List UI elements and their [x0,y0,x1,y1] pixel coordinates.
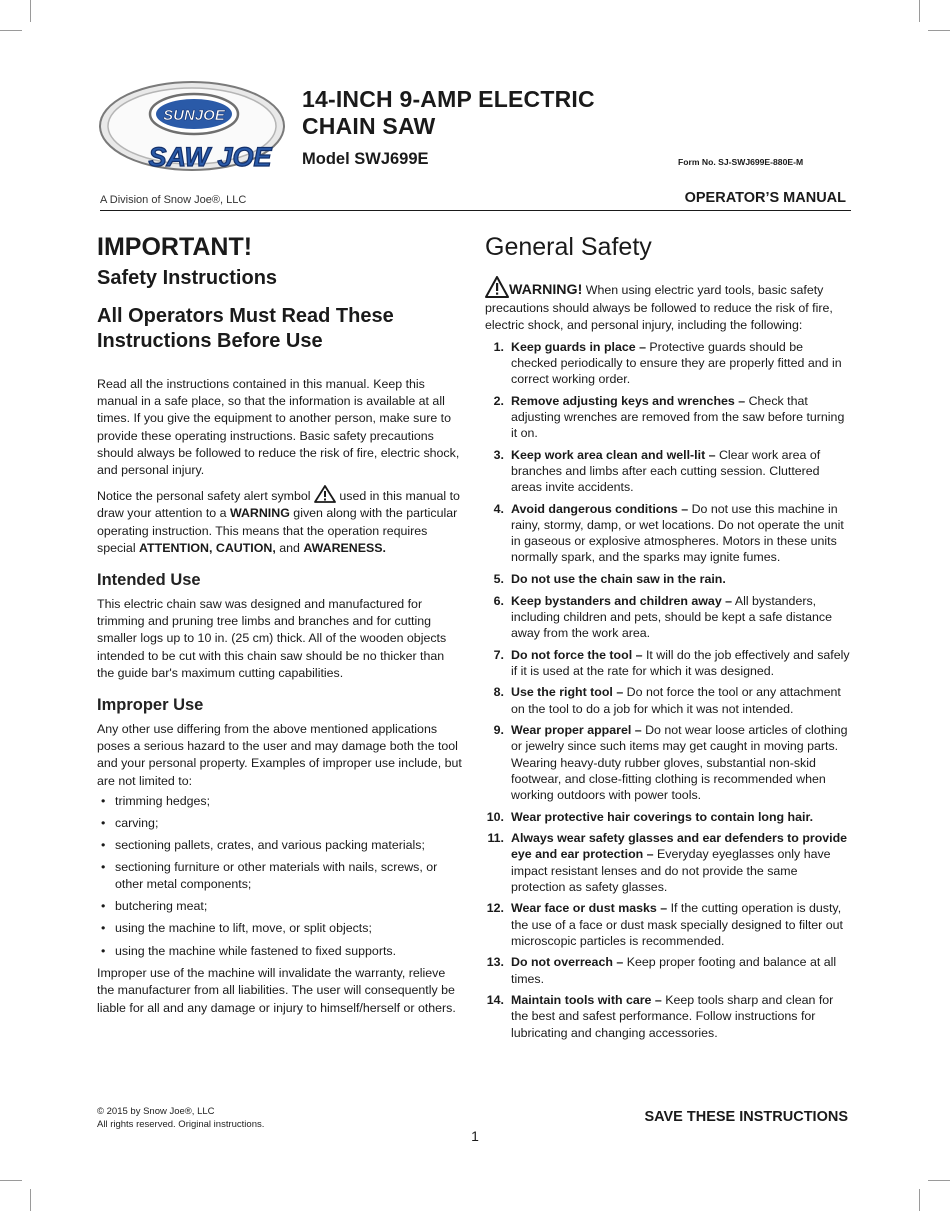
item-lead: Do not use the chain saw in the rain. [511,571,726,586]
all-operators-heading [97,304,463,354]
item-text: Do not force the tool or any attachment on the tool to do a job for which it was not intended. [511,685,841,716]
item-number: 1. [493,339,504,354]
item-lead: Always wear safety glasses and ear defenders to provide eye and ear protection – [511,831,848,862]
model-number: Model SWJ699E [302,150,429,168]
crop-mark [0,30,22,31]
list-item: • butchering meat; [97,898,463,915]
item-number: 8. [493,685,504,700]
list-item [485,571,851,587]
item-number: 12. [486,901,504,916]
item-text: Keep proper footing and balance at all times. [511,955,837,986]
item-lead: Keep bystanders and children away – [511,593,733,608]
list-item [485,447,851,496]
list-item [485,722,851,803]
copyright-line-1: © 2015 by Snow Joe®, LLC [97,1106,215,1117]
general-safety-list [485,339,851,1041]
item-text: Do not use this machine in rainy, stormy, damp, or wet locations. Do not operate the unit in gaseous or explosive atmospheres. Motors in these units normally spark, and the sparks may ignite fumes. [511,501,844,565]
notice-awareness: AWARENESS. [303,540,386,555]
title-line-2: CHAIN SAW [302,113,436,139]
item-lead: Wear face or dust masks – [511,901,668,916]
notice-text-b: used in this manual to draw your attention to a [97,489,460,521]
list-item [485,954,851,986]
list-item [485,992,851,1041]
division-label: A Division of Snow Joe®, LLC [100,194,247,206]
intro-paragraph: Read all the instructions contained in this manual. Keep this manual in a safe place, so that the information is available at all times. If you give the equipment to another person, make sure to provide these operating instructions. Basic safety precautions should always be followed to reduce the risk of fire, electric shock, and personal injury. [97,377,460,478]
item-number: 6. [493,593,504,608]
item-number: 5. [493,571,504,586]
notice-text-c: given along with the particular operating instruction. This means that the operation requires special [97,506,458,555]
item-lead: Avoid dangerous conditions – [511,501,689,516]
list-item: • trimming hedges; [97,793,463,810]
improper-use-paragraph: Any other use differing from the above mentioned applications poses a serious hazard to the user and may damage both the tool and your personal property. Examples of improper use include, but are not limited to: [97,722,462,788]
left-column [97,232,463,1017]
page-number: 1 [471,1128,479,1144]
item-lead: Do not overreach – [511,955,624,970]
crop-mark [30,1189,31,1211]
item-number: 11. [487,831,504,846]
crop-mark [919,0,920,22]
list-item: • using the machine to lift, move, or split objects; [97,920,463,937]
item-lead: Wear protective hair coverings to contain long hair. [511,809,814,824]
crop-mark [0,1180,22,1181]
item-text: Keep tools sharp and clean for the best and safest performance. Follow instructions for lubricating and changing accessories. [511,993,834,1040]
safety-instructions-heading: Safety Instructions [97,267,278,289]
svg-text:SAW JOE: SAW JOE [148,142,272,172]
item-text: All bystanders, including children and pets, should be kept a safe distance away from the work area. [511,593,832,640]
copyright-notice [97,1106,264,1131]
all-operators-line-1: All Operators Must Read These [97,305,394,327]
item-text: Clear work area of branches and limbs after each cutting session. Cluttered areas invite accidents. [511,447,821,495]
warning-text: When using electric yard tools, basic safety precautions should always be followed to reduce the risk of fire, electric shock, and personal injury, including the following: [485,283,833,333]
form-number: Form No. SJ-SWJ699E-880E-M [678,157,804,167]
notice-paragraph [97,485,463,557]
item-lead: Maintain tools with care – [511,993,662,1008]
copyright-line-2: All rights reserved. Original instructions. [97,1118,265,1130]
notice-attention: ATTENTION, CAUTION, [139,540,276,555]
svg-text:SUNJOE: SUNJOE [163,107,225,124]
warranty-paragraph: Improper use of the machine will invalidate the warranty, relieve the manufacturer from all liabilities. The user will consequently be liable for all and any damage or injury to himself/herself or others. [97,966,456,1015]
title-line-1: 14-INCH 9-AMP ELECTRIC [302,86,595,112]
crop-mark [928,1180,950,1181]
list-item: • sectioning furniture or other materials with nails, screws, or other metal components; [97,859,463,892]
list-item [485,593,851,642]
general-safety-heading: General Safety [485,233,652,261]
item-number: 2. [493,393,504,408]
header-divider [100,210,851,211]
intended-use-heading: Intended Use [97,571,201,590]
all-operators-line-2: Instructions Before Use [97,330,323,352]
item-number: 14. [486,993,504,1008]
item-lead: Keep guards in place – [511,339,646,354]
list-item [485,809,851,825]
operators-manual-label: OPERATOR’S MANUAL [684,190,846,206]
item-text: Protective guards should be checked periodically to ensure they are properly fitted and in correct working order. [511,339,842,387]
warning-word: WARNING! [509,282,583,298]
intended-use-paragraph: This electric chain saw was designed and manufactured for trimming and pruning tree limbs and branches and for cutting smaller logs up to 10 in. (25 cm) thick. All of the wooden objects intended to be cut with this chain saw should be no thicker than the guide bar's maximum cutting capabilities. [97,597,447,680]
right-column [485,232,851,1046]
list-item [485,684,851,716]
crop-mark [928,30,950,31]
item-lead: Wear proper apparel – [511,723,642,738]
save-instructions-label: SAVE THESE INSTRUCTIONS [644,1109,848,1125]
item-text: It will do the job effectively and safely if it is used at the rate for which it was designed. [511,647,850,678]
item-lead: Use the right tool – [511,685,624,700]
list-item: • sectioning pallets, crates, and various packing materials; [97,837,463,854]
warning-paragraph [485,276,851,335]
item-number: 3. [493,447,504,462]
important-heading: IMPORTANT! [97,233,253,261]
list-item [485,339,851,388]
product-title [302,86,702,140]
item-text: If the cutting operation is dusty, the use of a face or dust mask specially designed to filter out microscopic particles is recommended. [511,901,843,948]
improper-use-heading: Improper Use [97,696,204,715]
item-lead: Do not force the tool – [511,647,643,662]
item-number: 13. [486,955,504,970]
item-text: Check that adjusting wrenches are removed from the saw before turning it on. [511,393,845,441]
item-text: Everyday eyeglasses only have impact resistant lenses and do not provide the same protection as safety glasses. [511,847,831,894]
crop-mark [919,1189,920,1211]
improper-use-list [97,793,463,959]
list-item [485,900,851,949]
item-text: Do not wear loose articles of clothing or jewelry since such items may get caught in moving parts. Wearing heavy-duty rubber gloves, substantial non-skid footwear, and close-fitting clothing is recommended when working outdoors with power tools. [511,723,848,802]
notice-warning: WARNING [229,506,290,521]
list-item: • carving; [97,815,463,832]
list-item [485,501,851,566]
notice-text-a: Notice the personal safety alert symbol [97,489,311,504]
list-item: • using the machine while fastened to fixed supports. [97,943,463,960]
sunjoe-saw-joe-logo [98,78,288,196]
list-item [485,647,851,679]
item-number: 7. [493,647,504,662]
item-number: 9. [493,723,504,738]
list-item [485,393,851,442]
notice-and: and [279,540,300,555]
item-lead: Keep work area clean and well-lit – [511,447,716,462]
warning-triangle-icon [314,485,336,503]
item-number: 4. [493,501,504,516]
list-item [485,830,851,895]
item-number: 10. [486,809,504,824]
crop-mark [30,0,31,22]
warning-triangle-icon [485,276,509,298]
item-lead: Remove adjusting keys and wrenches – [511,393,746,408]
